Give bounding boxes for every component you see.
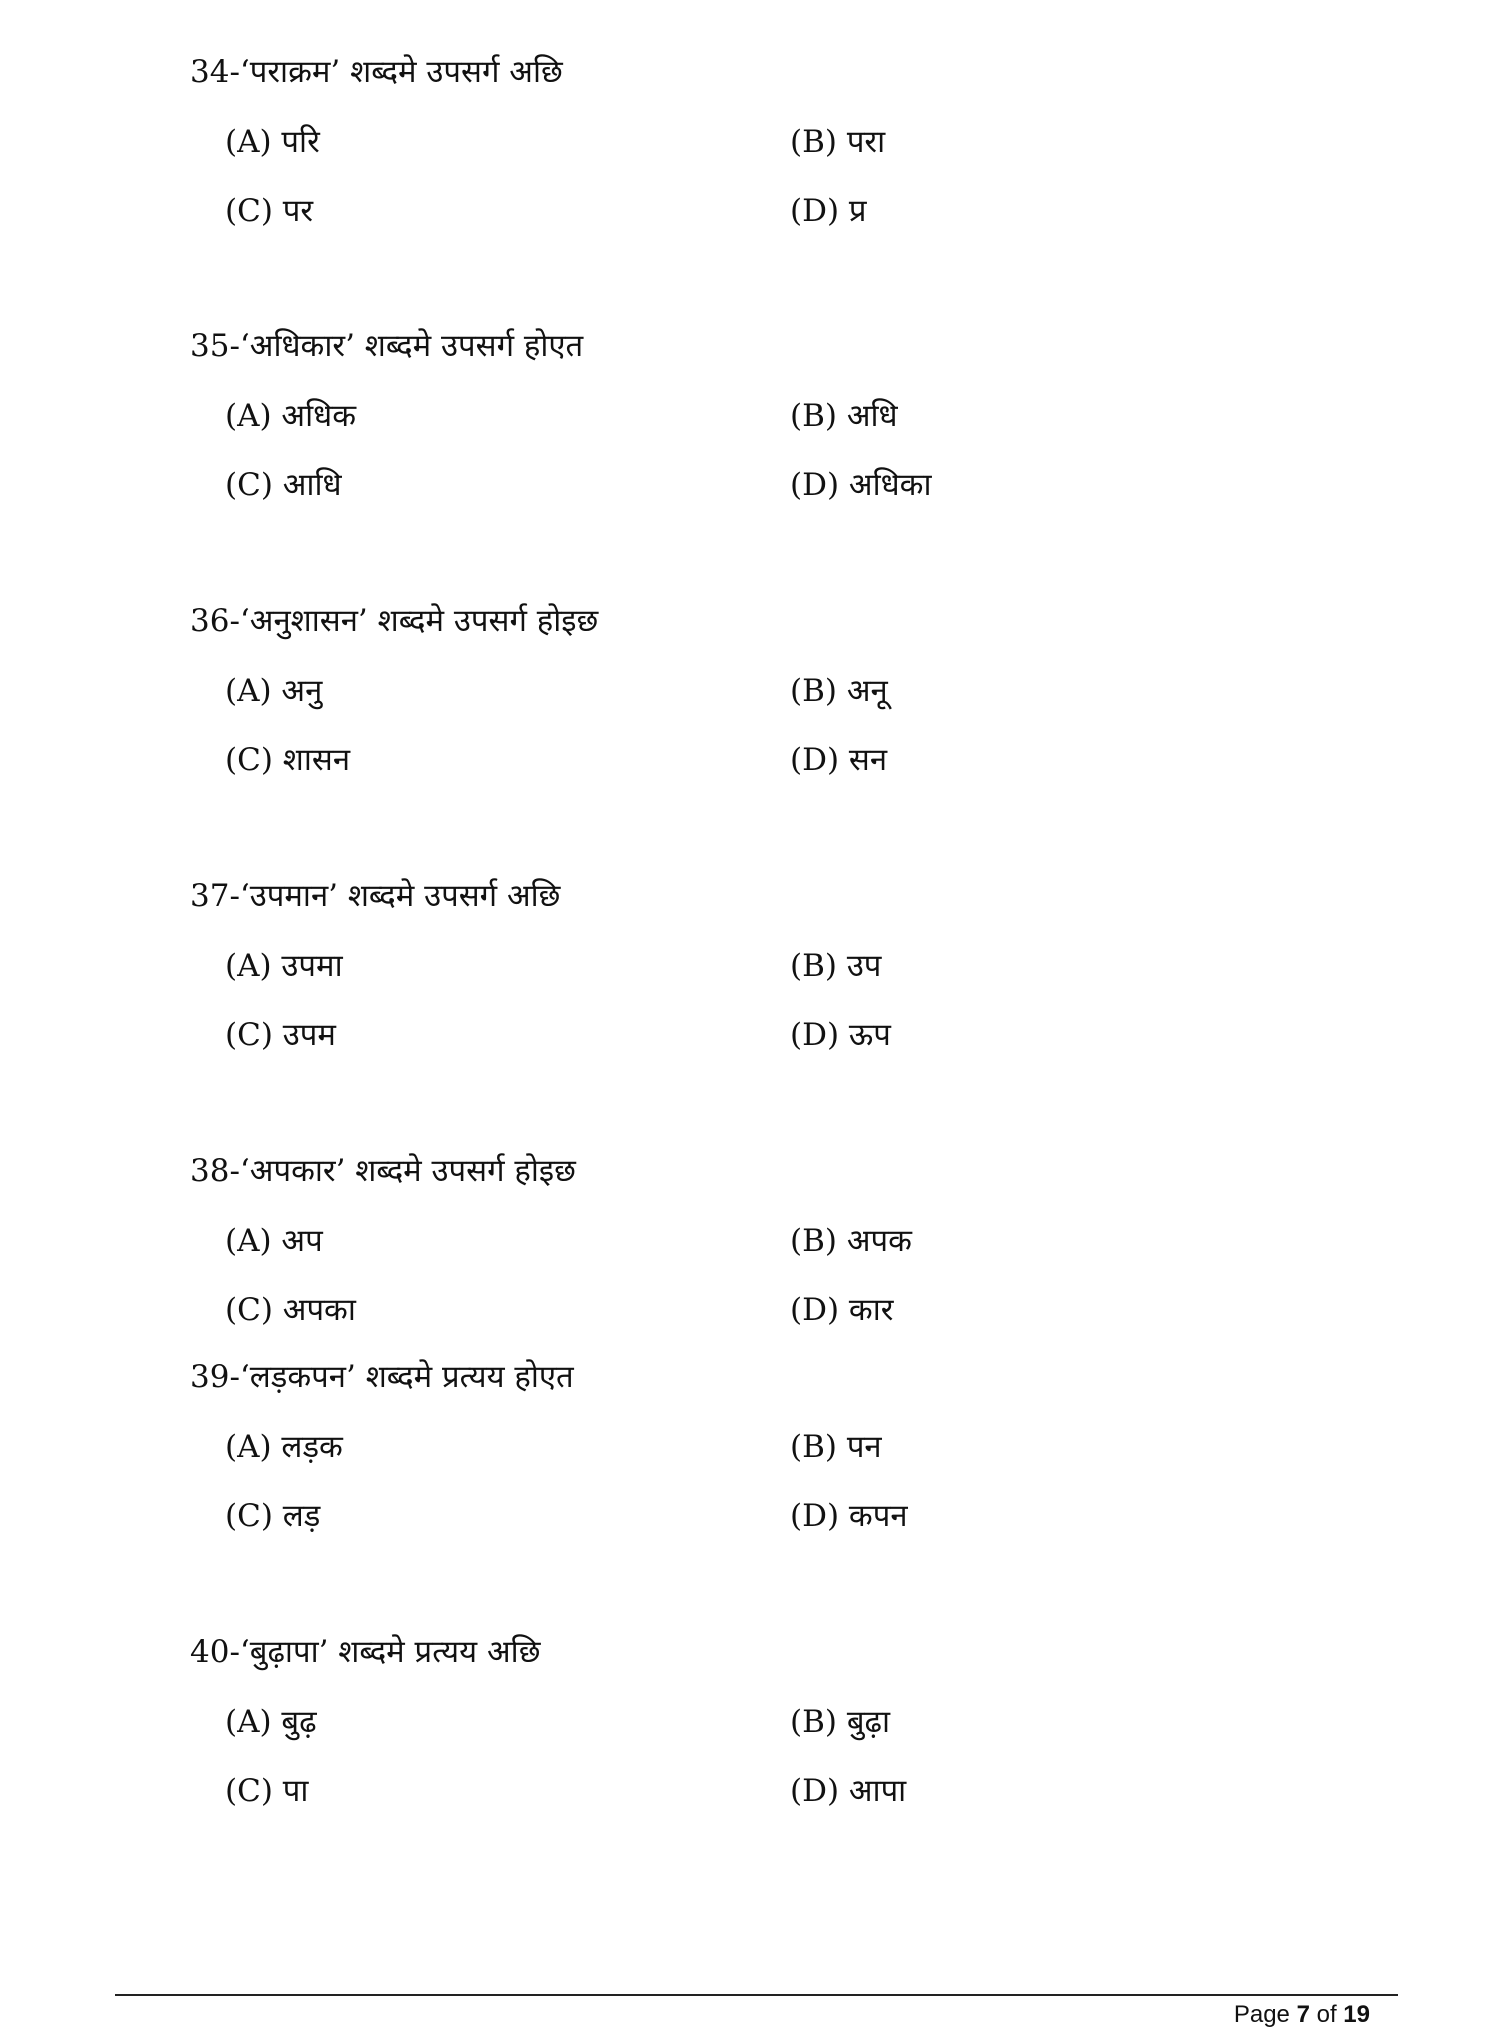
option-b: (B) अधि <box>790 398 898 434</box>
option-b: (B) बुढ़ा <box>790 1704 891 1740</box>
option-a: (A) परि <box>225 124 320 160</box>
question-text: 37-‘उपमान’ शब्दमे उपसर्ग अछि <box>190 878 561 914</box>
option-c: (C) शासन <box>225 742 351 778</box>
page-number <box>1234 2000 1370 2030</box>
option-d: (D) कार <box>790 1292 894 1328</box>
question-text: 35-‘अधिकार’ शब्दमे उपसर्ग होएत <box>190 328 584 364</box>
options-grid <box>225 1427 1390 1536</box>
total-pages: 19 <box>1343 2001 1370 2028</box>
question-38 <box>190 1151 1390 1330</box>
question-text: 38-‘अपकार’ शब्दमे उपसर्ग होइछ <box>190 1153 576 1189</box>
question-text: 36-‘अनुशासन’ शब्दमे उपसर्ग होइछ <box>190 603 599 639</box>
option-b: (B) परा <box>790 124 886 160</box>
option-b: (B) अपक <box>790 1223 912 1259</box>
option-c: (C) लड़ <box>225 1498 321 1534</box>
page-word: Page <box>1233 2001 1290 2028</box>
options-grid <box>225 671 1390 780</box>
option-c: (C) पा <box>225 1773 309 1809</box>
option-b: (B) पन <box>790 1429 882 1465</box>
option-b: (B) अनू <box>790 673 888 709</box>
options-grid <box>225 1702 1390 1811</box>
option-d: (D) सन <box>790 742 888 778</box>
question-34 <box>190 52 1390 231</box>
option-c: (C) आधि <box>225 467 342 503</box>
question-40 <box>190 1632 1390 1811</box>
options-grid <box>225 1221 1390 1330</box>
option-d: (D) अधिका <box>790 467 932 503</box>
question-36 <box>190 601 1390 780</box>
option-c: (C) अपका <box>225 1292 356 1328</box>
option-c: (C) उपम <box>225 1017 336 1053</box>
option-a: (A) अनु <box>225 673 323 709</box>
question-37 <box>190 876 1390 1055</box>
question-35 <box>190 326 1390 505</box>
current-page: 7 <box>1296 2001 1310 2028</box>
question-39 <box>190 1357 1390 1536</box>
question-text: 40-‘बुढ़ापा’ शब्दमे प्रत्यय अछि <box>190 1634 541 1670</box>
option-a: (A) बुढ़ <box>225 1704 317 1740</box>
options-grid <box>225 396 1390 505</box>
option-d: (D) कपन <box>790 1498 908 1534</box>
option-d: (D) प्र <box>790 193 867 229</box>
option-a: (A) अप <box>225 1223 323 1259</box>
option-a: (A) लड़क <box>225 1429 343 1465</box>
footer-divider <box>115 1994 1398 1996</box>
option-a: (A) अधिक <box>225 398 357 434</box>
options-grid <box>225 946 1390 1055</box>
option-d: (D) ऊप <box>790 1017 891 1053</box>
options-grid <box>225 122 1390 231</box>
option-b: (B) उप <box>790 948 882 984</box>
option-a: (A) उपमा <box>225 948 343 984</box>
of-word: of <box>1316 2001 1337 2028</box>
option-c: (C) पर <box>225 193 314 229</box>
option-d: (D) आपा <box>790 1773 907 1809</box>
question-text: 39-‘लड़कपन’ शब्दमे प्रत्यय होएत <box>190 1359 574 1395</box>
question-text: 34-‘पराक्रम’ शब्दमे उपसर्ग अछि <box>190 54 563 90</box>
